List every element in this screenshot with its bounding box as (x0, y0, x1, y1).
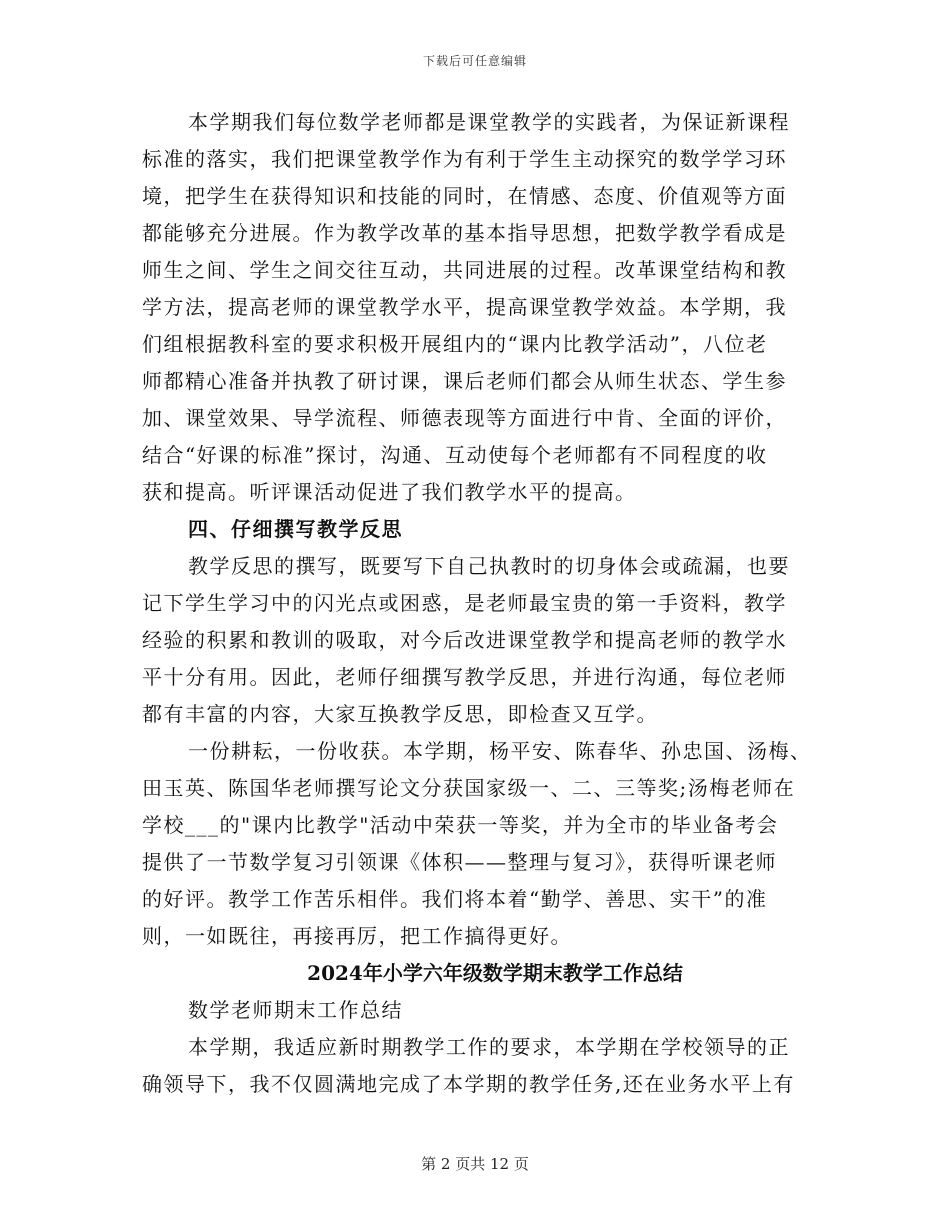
paragraph-line: 教学反思的撰写，既要写下自己执教时的切身体会或疏漏，也要 (188, 554, 790, 578)
paragraph-line: 确领导下，我不仅圆满地完成了本学期的教学任务,还在业务水平上有 (142, 1072, 795, 1096)
paragraph-line: 提供了一节数学复习引领课《体积——整理与复习》，获得听课老师 (142, 850, 777, 874)
paragraph-line: 们组根据教科室的要求积极开展组内的“课内比教学活动”，八位老 (142, 332, 768, 356)
paragraph-line: 经验的积累和教训的吸取，对今后改进课堂教学和提高老师的教学水 (142, 628, 787, 652)
paragraph-line: 记下学生学习中的闪光点或困惑，是老师最宝贵的第一手资料，教学 (142, 591, 787, 615)
section-heading: 四、仔细撰写教学反思 (188, 517, 403, 541)
document-title: 2024年小学六年级数学期末教学工作总结 (307, 961, 683, 985)
paragraph-line: 都能够充分进展。作为教学改革的基本指导思想，把数学教学看成是 (142, 221, 787, 245)
paragraph-line: 一份耕耘，一份收获。本学期，杨平安、陈春华、孙忠国、汤梅、 (188, 739, 812, 763)
paragraph-line: 平十分有用。因此，老师仔细撰写教学反思，并进行沟通，每位老师 (142, 665, 787, 689)
paragraph-line: 加、课堂效果、导学流程、师德表现等方面进行中肯、全面的评价， (142, 406, 787, 430)
paragraph-line: 本学期我们每位数学老师都是课堂教学的实践者，为保证新课程 (188, 110, 790, 134)
paragraph-line: 师生之间、学生之间交往互动，共同进展的过程。改革课堂结构和教 (142, 258, 787, 282)
paragraph-line: 都有丰富的内容，大家互换教学反思，即检查又互学。 (142, 702, 658, 726)
paragraph-line: 本学期，我适应新时期教学工作的要求，本学期在学校领导的正 (188, 1035, 790, 1059)
paragraph-line: 学方法，提高老师的课堂教学水平，提高课堂教学效益。本学期，我 (142, 295, 787, 319)
paragraph-line: 师都精心准备并执教了研讨课，课后老师们都会从师生状态、学生参 (142, 369, 787, 393)
page-header: 下载后可任意编辑 (422, 54, 527, 68)
page-footer: 第 2 页共 12 页 (421, 1155, 529, 1173)
paragraph-line: 获和提高。听评课活动促进了我们教学水平的提高。 (142, 480, 637, 504)
paragraph-line: 的好评。教学工作苦乐相伴。我们将本着“勤学、善思、实干”的准 (142, 887, 768, 911)
subtitle: 数学老师期末工作总结 (188, 998, 403, 1022)
paragraph-line: 田玉英、陈国华老师撰写论文分获国家级一、二、三等奖;汤梅老师在 (142, 776, 796, 800)
paragraph-line: 结合“好课的标准”探讨，沟通、互动使每个老师都有不同程度的收 (142, 443, 768, 467)
paragraph-line: 学校___的"课内比教学"活动中荣获一等奖，并为全市的毕业备考会 (142, 813, 779, 837)
paragraph-line: 则，一如既往，再接再厉，把工作搞得更好。 (142, 924, 572, 948)
document-body (142, 104, 810, 1103)
paragraph-line: 标准的落实，我们把课堂教学作为有利于学生主动探究的数学学习环 (142, 147, 787, 171)
paragraph-line: 境，把学生在获得知识和技能的同时，在情感、态度、价值观等方面 (142, 184, 787, 208)
